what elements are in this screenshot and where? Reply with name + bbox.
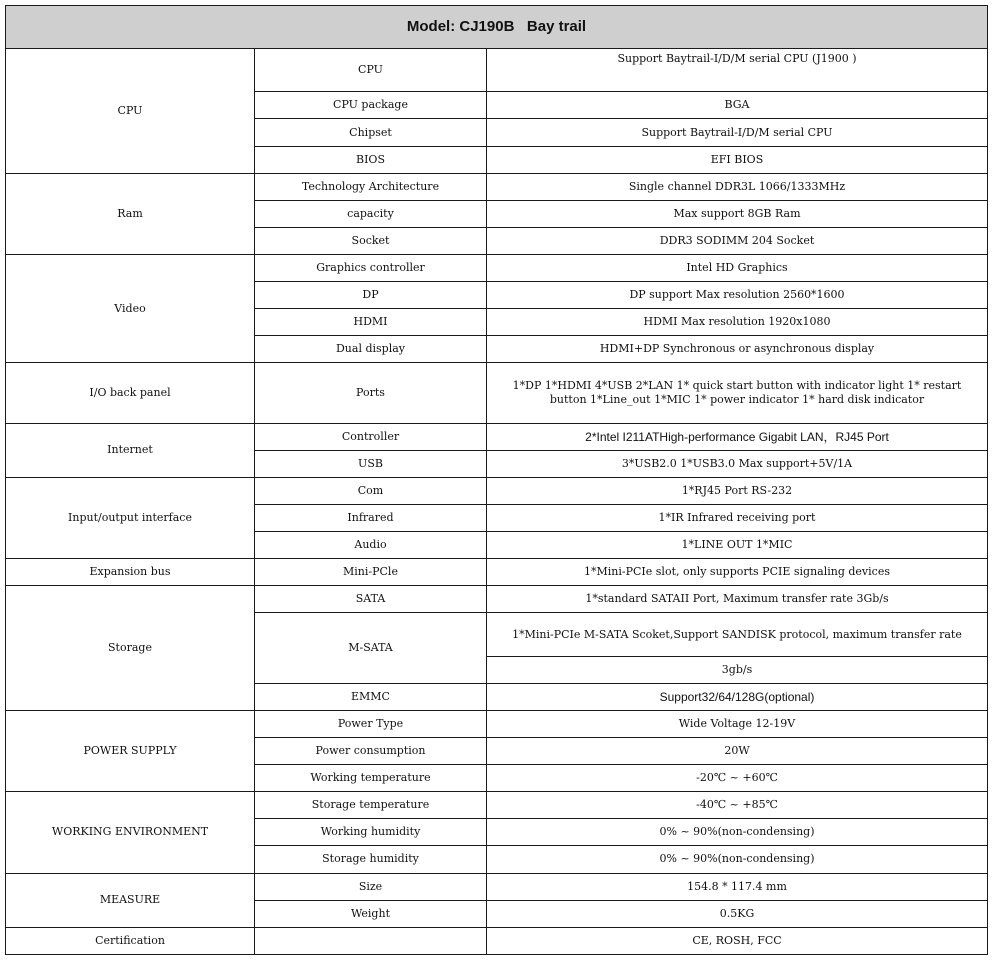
spec-label: Working temperature: [255, 765, 487, 792]
spec-value: 1*RJ45 Port RS-232: [487, 477, 988, 504]
spec-label: Dual display: [255, 336, 487, 363]
spec-value: 0% ~ 90%(non-condensing): [487, 819, 988, 846]
spec-label: SATA: [255, 586, 487, 613]
spec-label: Size: [255, 873, 487, 900]
spec-label: CPU package: [255, 92, 487, 119]
spec-value: 1*LINE OUT 1*MIC: [487, 532, 988, 559]
category-storage: Storage: [6, 586, 255, 711]
spec-value: 154.8 * 117.4 mm: [487, 873, 988, 900]
spec-label: Mini-PCle: [255, 559, 487, 586]
table-row: [6, 363, 988, 423]
spec-label: CPU: [255, 49, 487, 92]
spec-value: -40℃ ~ +85℃: [487, 792, 988, 819]
category-certification: Certification: [6, 927, 255, 954]
category-expansion-bus: Expansion bus: [6, 559, 255, 586]
spec-label: Ports: [255, 363, 487, 423]
table-row: [6, 559, 988, 586]
spec-value: 1*DP 1*HDMI 4*USB 2*LAN 1* quick start button with indicator light 1* restart button 1*Line_out 1*MIC 1* power indicator 1* hard disk indicator: [487, 363, 988, 423]
category-power-supply: POWER SUPPLY: [6, 710, 255, 791]
spec-label: capacity: [255, 200, 487, 227]
spec-value-continued: 3gb/s: [487, 656, 988, 683]
table-row: [6, 255, 988, 282]
spec-value: 1*IR Infrared receiving port: [487, 505, 988, 532]
table-row: [6, 710, 988, 737]
category-input-output-interface: Input/output interface: [6, 477, 255, 558]
spec-label: [255, 927, 487, 954]
spec-table: [5, 5, 988, 955]
table-row: [6, 927, 988, 954]
spec-value: EFI BIOS: [487, 146, 988, 173]
category-internet: Internet: [6, 423, 255, 477]
category-working-environment: WORKING ENVIRONMENT: [6, 792, 255, 873]
spec-label: M-SATA: [255, 613, 487, 683]
spec-value: 2*Intel I211ATHigh-performance Gigabit LAN，RJ45 Port: [487, 423, 988, 450]
category-io-back-panel: I/O back panel: [6, 363, 255, 423]
spec-value: Max support 8GB Ram: [487, 200, 988, 227]
spec-value: DDR3 SODIMM 204 Socket: [487, 227, 988, 254]
table-row: [6, 586, 988, 613]
spec-value: Intel HD Graphics: [487, 255, 988, 282]
spec-value: Wide Voltage 12-19V: [487, 710, 988, 737]
spec-label: Socket: [255, 227, 487, 254]
spec-value: 3*USB2.0 1*USB3.0 Max support+5V/1A: [487, 450, 988, 477]
table-row: [6, 477, 988, 504]
spec-value: 1*Mini-PCIe slot, only supports PCIE signaling devices: [487, 559, 988, 586]
spec-label: Working humidity: [255, 819, 487, 846]
table-row: [6, 49, 988, 92]
spec-label: HDMI: [255, 309, 487, 336]
spec-label: Storage humidity: [255, 846, 487, 873]
table-row: [6, 173, 988, 200]
category-video: Video: [6, 255, 255, 363]
table-row: [6, 792, 988, 819]
spec-label: Infrared: [255, 505, 487, 532]
category-ram: Ram: [6, 173, 255, 254]
spec-label: USB: [255, 450, 487, 477]
table-row: [6, 423, 988, 450]
spec-value: Support32/64/128G(optional): [487, 683, 988, 710]
spec-value: CE, ROSH, FCC: [487, 927, 988, 954]
spec-value: DP support Max resolution 2560*1600: [487, 282, 988, 309]
spec-label: EMMC: [255, 683, 487, 710]
spec-label: Chipset: [255, 119, 487, 146]
spec-value: HDMI Max resolution 1920x1080: [487, 309, 988, 336]
spec-label: Power consumption: [255, 737, 487, 764]
spec-value: 0.5KG: [487, 900, 988, 927]
spec-value: 20W: [487, 737, 988, 764]
model-title: Model: CJ190B Bay trail: [6, 6, 988, 49]
spec-value: 1*standard SATAII Port, Maximum transfer rate 3Gb/s: [487, 586, 988, 613]
spec-label: Technology Architecture: [255, 173, 487, 200]
spec-value: 0% ~ 90%(non-condensing): [487, 846, 988, 873]
spec-label: DP: [255, 282, 487, 309]
spec-value: 1*Mini-PCIe M-SATA Scoket,Support SANDISK protocol, maximum transfer rate: [487, 613, 988, 656]
spec-label: BIOS: [255, 146, 487, 173]
spec-value: BGA: [487, 92, 988, 119]
spec-value: Support Baytrail-I/D/M serial CPU (J1900 ): [487, 49, 988, 92]
category-measure: MEASURE: [6, 873, 255, 927]
spec-value: HDMI+DP Synchronous or asynchronous display: [487, 336, 988, 363]
category-cpu: CPU: [6, 49, 255, 174]
spec-label: Controller: [255, 423, 487, 450]
spec-value: Support Baytrail-I/D/M serial CPU: [487, 119, 988, 146]
spec-label: Graphics controller: [255, 255, 487, 282]
spec-label: Weight: [255, 900, 487, 927]
table-row: [6, 873, 988, 900]
spec-value: -20℃ ~ +60℃: [487, 765, 988, 792]
title-row: [6, 6, 988, 49]
spec-label: Audio: [255, 532, 487, 559]
spec-label: Power Type: [255, 710, 487, 737]
spec-label: Com: [255, 477, 487, 504]
spec-value: Single channel DDR3L 1066/1333MHz: [487, 173, 988, 200]
spec-label: Storage temperature: [255, 792, 487, 819]
